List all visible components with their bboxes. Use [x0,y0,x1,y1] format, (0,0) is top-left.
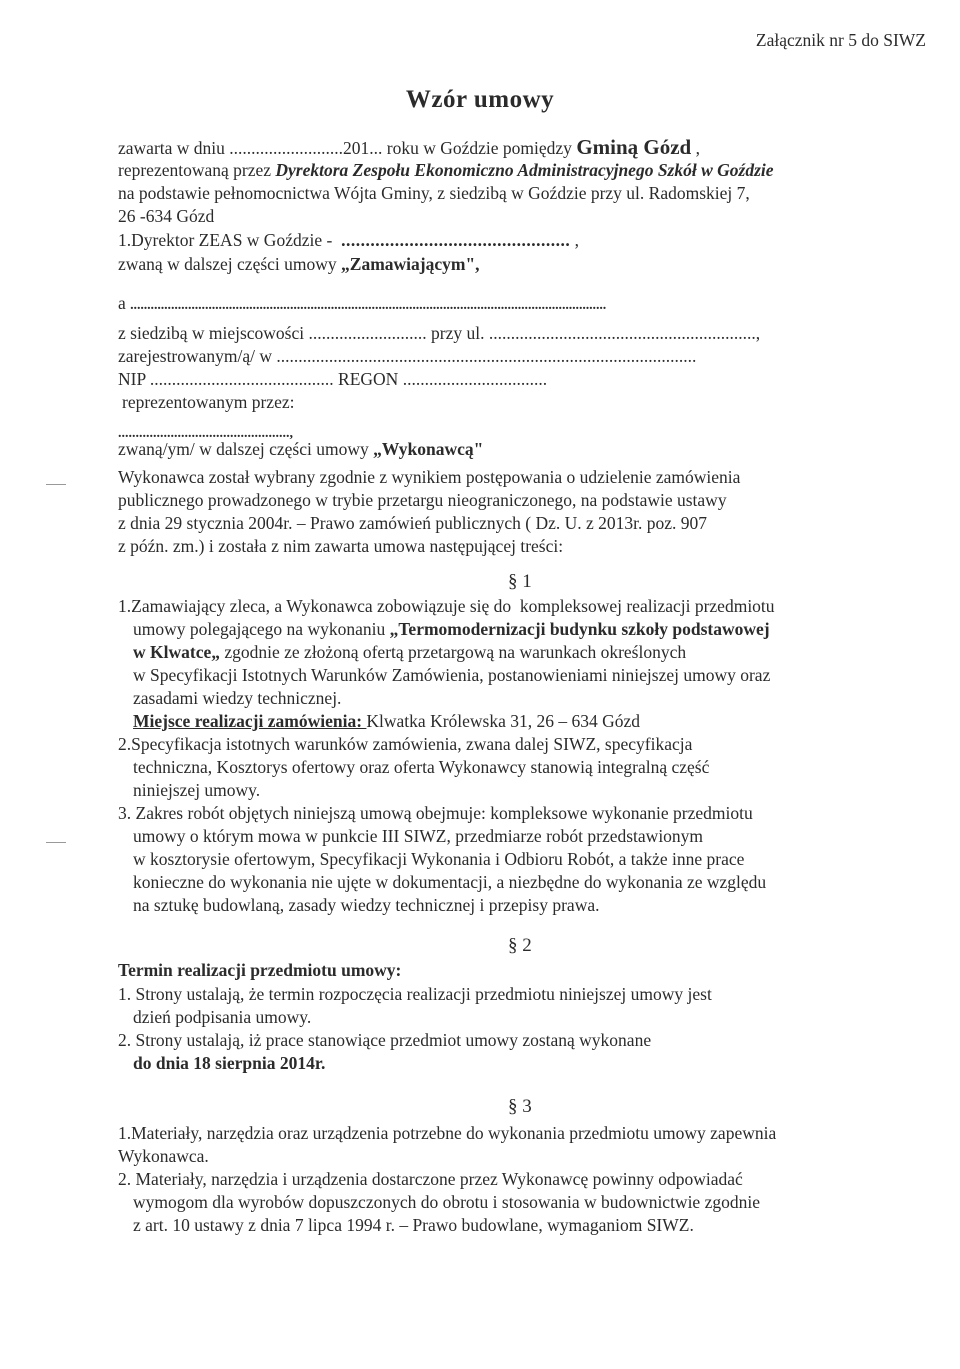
section-1-heading: § 1 [508,571,532,592]
s3-p2-line-3: z art. 10 ustawy z dnia 7 lipca 1994 r. – Prawo budowlane, wymaganiom SIWZ. [133,1215,694,1235]
contractor-rep-fill-field: ................................................., [118,426,293,441]
intro-comma: , [691,138,700,158]
s2-p1-line-2: dzień podpisania umowy. [133,1007,312,1027]
s2-subheading: Termin realizacji przedmiotu umowy: [118,960,402,980]
intro-line-5 [118,229,579,251]
contractor-nip-regon-line: NIP .......................................... REGON ................................. [118,369,548,389]
s1-location-line [133,710,640,732]
section-3-heading: § 3 [508,1096,532,1117]
location-label: Miejsce realizacji zamówienia: [133,711,367,731]
s1-p1-line-3 [133,641,686,663]
s1-p3-line-5: na sztukę budowlaną, zasady wiedzy technicznej i przepisy prawa. [133,895,600,915]
selection-line-1: Wykonawca został wybrany zgodnie z wynikiem postępowania o udzielenie zamówienia [118,467,741,487]
document-title: Wzór umowy [405,86,555,113]
s1-p3-line-2: umowy o którym mowa w punkcie III SIWZ, przedmiarze robót przedstawionym [133,826,704,846]
s1-p3-line-1: 3. Zakres robót objętych niniejszą umową obejmuje: kompleksowe wykonanie przedmiotu [118,803,753,823]
s1-subject-title: „Termomodernizacji budynku szkoły podstawowej [389,619,770,639]
s1-p3-line-3: w kosztorysie ofertowym, Specyfikacji Wykonania i Odbioru Robót, a także inne prace [133,849,745,869]
represented-by-text: reprezentowaną przez [118,160,276,180]
director-name: Dyrektora Zespołu Ekonomiczno Administracyjnego Szkół w Goździe [275,160,774,180]
s1-offer-text: zgodnie ze złożoną ofertą przetargową na warunkach określonych [220,642,687,662]
s1-p1-line-5: zasadami wiedzy technicznej. [133,688,342,708]
selection-line-4: z późn. zm.) i została z nim zawarta umowa następującej treści: [118,536,564,556]
s1-p2-line-1: 2.Specyfikacja istotnych warunków zamówienia, zwana dalej SIWZ, specyfikacja [118,734,693,754]
section-2-heading: § 2 [508,935,532,956]
contractor-fill-field: ............................................................................................................................................ [130,298,607,313]
contractor-registry-line: zarejestrowanym/ą/ w ................................................................................................ [118,346,697,366]
intro-line-2 [118,159,774,181]
contractor-term: „Wykonawcą" [373,439,484,459]
selection-line-3: z dnia 29 stycznia 2004r. – Prawo zamówień publicznych ( Dz. U. z 2013r. poz. 907 [118,513,708,533]
director-fill-field: ............................................... [341,230,571,250]
s1-p1-line-1: 1.Zamawiający zleca, a Wykonawca zobowiązuje się do kompleksowej realizacji przedmiotu [118,596,775,616]
s1-subject-title-end: w Klwatce„ [133,642,220,662]
s1-p1-line-4: w Specyfikacji Istotnych Warunków Zamówienia, postanowieniami niniejszej umowy oraz [133,665,771,685]
intro-line-1 [118,136,700,159]
location-value: Klwatka Królewska 31, 26 – 634 Gózd [366,711,641,731]
contractor-a-text: a [118,293,131,313]
party-municipality: Gminą Gózd [576,135,692,159]
contractor-term-line [118,438,483,460]
s3-p2-line-1: 2. Materiały, narzędzia i urządzenia dostarczone przez Wykonawcę powinny odpowiadać [118,1169,743,1189]
scan-mark [46,842,66,843]
s3-p1-line-1: 1.Materiały, narzędzia oraz urządzenia potrzebne do wykonania przedmiotu umowy zapewnia [118,1123,777,1143]
contractor-line-a [118,292,606,317]
s2-p2-line-1: 2. Strony ustalają, iż prace stanowiące przedmiot umowy zostaną wykonane [118,1030,652,1050]
intro-line-6 [118,253,480,275]
s3-p2-line-2: wymogom dla wyrobów dopuszczonych do obrotu i stosowania w budownictwie zgodnie [133,1192,760,1212]
selection-line-2: publicznego prowadzonego w trybie przetargu nieograniczonego, na podstawie ustawy [118,490,727,510]
director-zeas-text: 1.Dyrektor ZEAS w Goździe - [118,230,342,250]
s1-p2-line-2: techniczna, Kosztorys ofertowy oraz oferta Wykonawcy stanowią integralną część [133,757,710,777]
s3-p1-line-2: Wykonawca. [118,1146,209,1166]
ordering-party-label: zwaną w dalszej części umowy [118,254,342,274]
s2-deadline: do dnia 18 sierpnia 2014r. [133,1053,326,1073]
ordering-party-term: „Zamawiającym", [341,254,480,274]
intro-line-3: na podstawie pełnomocnictwa Wójta Gminy, z siedzibą w Goździe przy ul. Radomskiej 7, [118,183,750,203]
s1-p1-line-2 [133,618,770,640]
intro-date-text: zawarta w dniu ..........................201... roku w Goździe pomiędzy [118,138,577,158]
annex-label: Załącznik nr 5 do SIWZ [755,30,926,50]
contractor-seat-line: z siedzibą w miejscowości ........................... przy ul. ............................................................., [118,323,761,343]
s1-subject-text: umowy polegającego na wykonaniu [133,619,390,639]
intro-line-4: 26 -634 Gózd [118,206,215,226]
contractor-represented-line: reprezentowanym przez: [122,392,295,412]
intro-comma-2: , [570,230,579,250]
scan-mark [46,484,66,485]
s2-p1-line-1: 1. Strony ustalają, że termin rozpoczęcia realizacji przedmiotu niniejszej umowy jest [118,984,712,1004]
s1-p3-line-4: konieczne do wykonania nie ujęte w dokumentacji, a niezbędne do wykonania ze względu [133,872,767,892]
contractor-label: zwaną/ym/ w dalszej części umowy [118,439,374,459]
s1-p2-line-3: niniejszej umowy. [133,780,261,800]
